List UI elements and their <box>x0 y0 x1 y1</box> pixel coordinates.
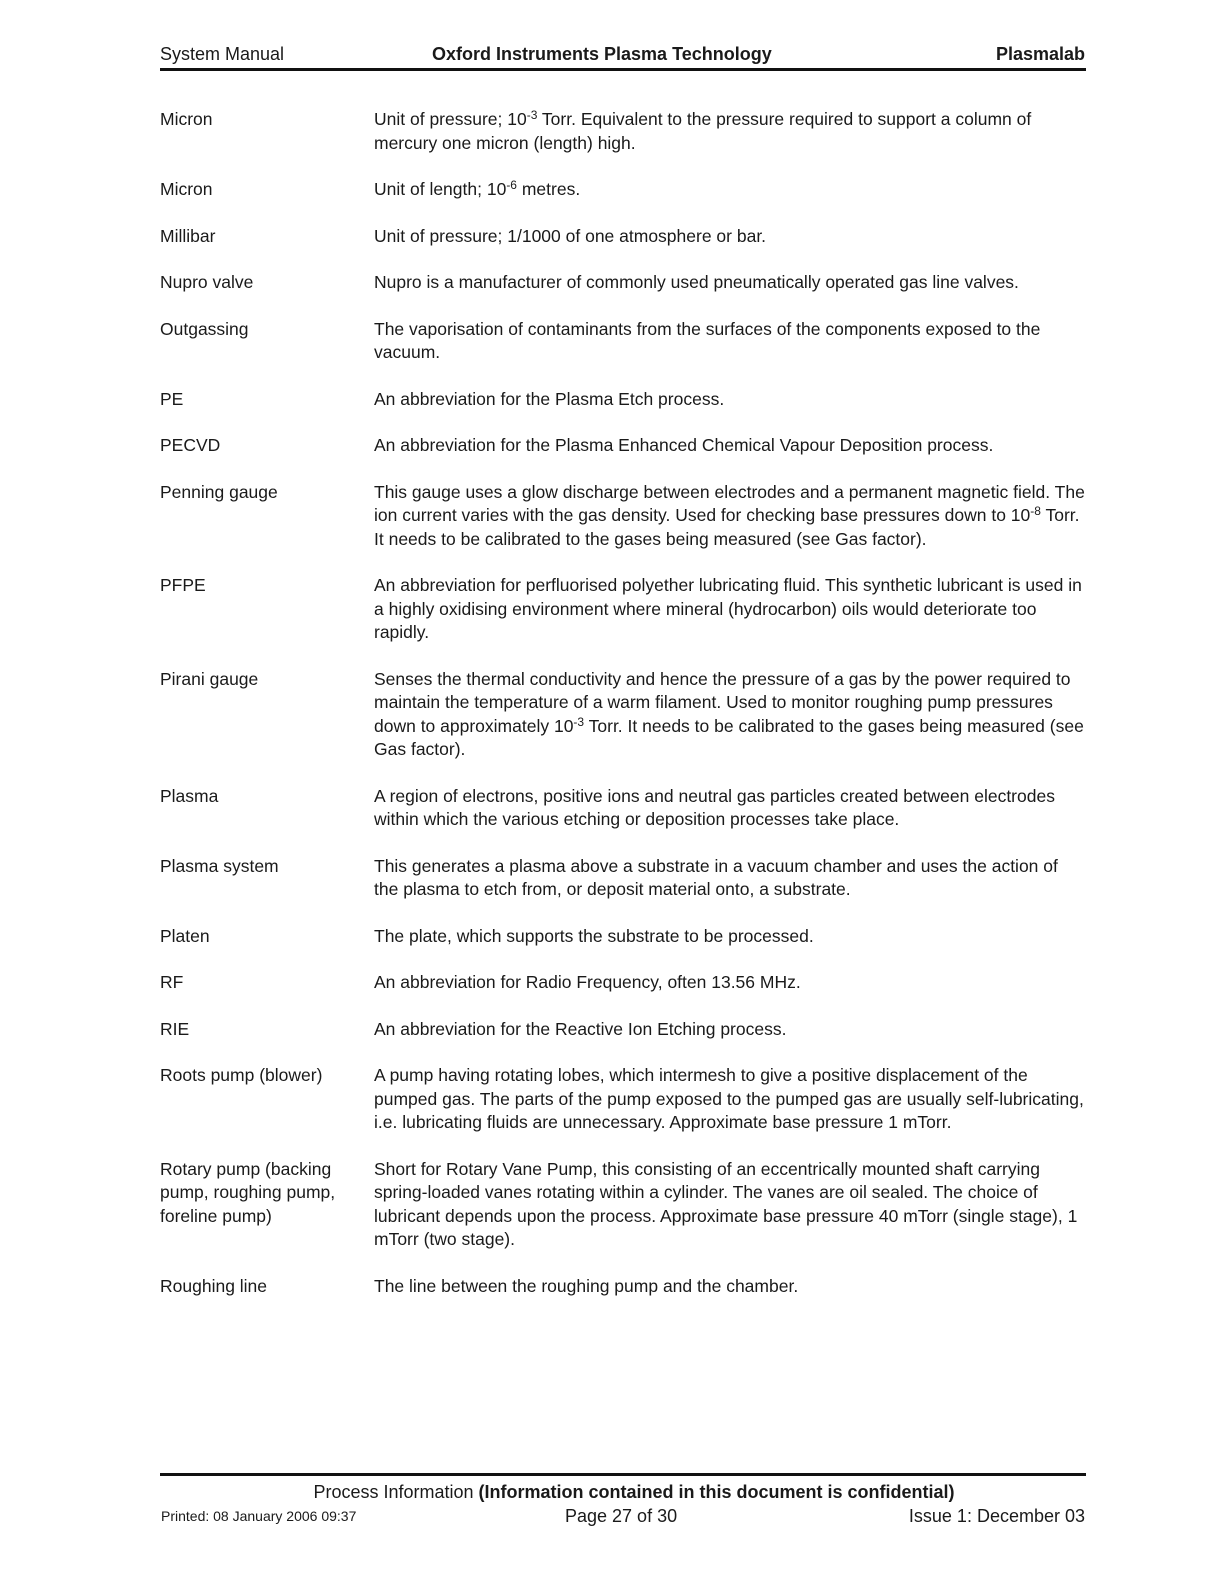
exponent: -3 <box>573 714 585 729</box>
exponent: -8 <box>1030 504 1041 518</box>
glossary-entry <box>160 108 1085 155</box>
glossary-definition <box>374 178 1085 202</box>
glossary-definition <box>374 855 1085 902</box>
definition-text: An abbreviation for perfluorised polyether lubricating fluid. This synthetic lubricant is used in a highly oxidising environment where mineral (hydrocarbon) oils would deteriorate too rapidly. <box>374 575 1082 642</box>
glossary-definition <box>374 971 1085 995</box>
glossary-term: PFPE <box>160 575 206 595</box>
glossary-entry <box>160 785 1085 832</box>
definition-text: A pump having rotating lobes, which intermesh to give a positive displacement of the pumped gas. The parts of the pump exposed to the pumped gas are usually self-lubricating, i.e. lubricating fluids are unnecessary. Approximate base pressure 1 mTorr. <box>374 1065 1084 1132</box>
definition-text: Unit of pressure; 10 <box>374 109 527 129</box>
glossary-entry <box>160 855 1085 902</box>
glossary-entry <box>160 481 1085 552</box>
glossary-entry <box>160 1158 1085 1252</box>
footer-title <box>160 1482 1086 1503</box>
footer-section: Process Information <box>313 1482 474 1502</box>
glossary-definition <box>374 108 1085 155</box>
footer-printed: Printed: 08 January 2006 09:37 <box>161 1508 357 1524</box>
glossary-term: Millibar <box>160 225 216 246</box>
glossary-entry <box>160 178 1085 202</box>
glossary-entry <box>160 271 1085 295</box>
footer-confidential: (Information contained in this document is confidential) <box>478 1482 955 1502</box>
definition-text: metres. <box>516 179 581 199</box>
glossary-entry <box>160 925 1085 949</box>
glossary-term: Outgassing <box>160 318 249 339</box>
footer-rule <box>160 1473 1086 1476</box>
definition-text: An abbreviation for the Reactive Ion Etching process. <box>374 1018 787 1039</box>
glossary-definition <box>374 481 1085 552</box>
definition-text: Senses the thermal conductivity and hence the pressure of a gas by the power required to maintain the temperature of a warm filament. Used to monitor roughing pump pressures down to approximately 10 <box>374 668 1071 736</box>
definition-text: Torr. It needs to be calibrated to the gases being measured (see Gas factor). <box>374 715 1084 759</box>
definition-text: Unit of pressure; 1/1000 of one atmosphere or bar. <box>374 225 767 246</box>
glossary-entry <box>160 574 1085 645</box>
glossary-definition <box>374 388 1085 412</box>
glossary-entry <box>160 1064 1085 1135</box>
glossary-term: Pirani gauge <box>160 668 259 689</box>
definition-text: An abbreviation for the Plasma Enhanced Chemical Vapour Deposition process. <box>374 435 994 455</box>
header-right: Plasmalab <box>995 44 1085 64</box>
footer-issue: Issue 1: December 03 <box>908 1506 1085 1526</box>
glossary-term: RIE <box>160 1018 190 1039</box>
definition-text: The plate, which supports the substrate to be processed. <box>374 925 814 946</box>
definition-text: Nupro is a manufacturer of commonly used pneumatically operated gas line valves. <box>374 272 1019 292</box>
definition-text: Short for Rotary Vane Pump, this consisting of an eccentrically mounted shaft carrying spring-loaded vanes rotating within a cylinder. The vanes are oil sealed. The choice of lubricant depends upon the process. Approximate base pressure 40 mTorr (single stage), 1 mTorr (two stage). <box>374 1158 1078 1249</box>
definition-text: The vaporisation of contaminants from the surfaces of the components exposed to the vacuum. <box>374 318 1041 362</box>
glossary-definition <box>374 1064 1085 1135</box>
definition-text: Unit of length; 10 <box>374 179 507 199</box>
definition-text: This gauge uses a glow discharge between electrodes and a permanent magnetic field. The ion current varies with the gas density. Used for checking base pressures down to 10 <box>374 481 1085 525</box>
glossary-definition <box>374 574 1085 645</box>
glossary-definition <box>374 1158 1085 1252</box>
glossary-term: Roots pump (blower) <box>160 1065 323 1085</box>
glossary-list <box>160 108 1085 1321</box>
glossary-term: Plasma system <box>160 855 279 876</box>
definition-text: Torr. It needs to be calibrated to the gases being measured (see Gas factor). <box>374 505 1080 549</box>
glossary-term: Platen <box>160 925 210 946</box>
glossary-entry <box>160 318 1085 365</box>
glossary-term: Micron <box>160 109 213 129</box>
glossary-definition <box>374 1018 1085 1042</box>
glossary-entry <box>160 225 1085 249</box>
header-center: Oxford Instruments Plasma Technology <box>432 44 772 64</box>
glossary-term: Rotary pump (backing pump, roughing pump, foreline pump) <box>160 1158 336 1226</box>
glossary-definition <box>374 1275 1085 1299</box>
definition-text: This generates a plasma above a substrate in a vacuum chamber and uses the action of the plasma to etch from, or deposit material onto, a substrate. <box>374 855 1058 899</box>
page-header <box>160 42 1085 68</box>
header-rule <box>160 68 1086 71</box>
glossary-definition <box>374 225 1085 249</box>
glossary-definition <box>374 271 1085 295</box>
definition-text: An abbreviation for Radio Frequency, often 13.56 MHz. <box>374 972 801 992</box>
glossary-definition <box>374 925 1085 949</box>
definition-text: The line between the roughing pump and the chamber. <box>374 1275 799 1296</box>
glossary-definition <box>374 668 1085 762</box>
glossary-definition <box>374 318 1085 365</box>
header-left: System Manual <box>160 44 285 64</box>
definition-text: A region of electrons, positive ions and neutral gas particles created between electrodes within which the various etching or deposition processes take place. <box>374 785 1055 829</box>
glossary-entry <box>160 971 1085 995</box>
definition-text: Torr. Equivalent to the pressure required to support a column of mercury one micron (length) high. <box>374 109 1032 153</box>
glossary-entry <box>160 668 1085 762</box>
glossary-term: RF <box>160 972 184 992</box>
glossary-term: Roughing line <box>160 1275 268 1296</box>
glossary-term: Plasma <box>160 785 219 806</box>
exponent: -6 <box>506 178 517 192</box>
glossary-term: PE <box>160 388 184 409</box>
footer-page-number: Page 27 of 30 <box>565 1506 678 1526</box>
glossary-term: Nupro valve <box>160 272 254 292</box>
definition-text: An abbreviation for the Plasma Etch process. <box>374 388 725 409</box>
glossary-definition <box>374 785 1085 832</box>
glossary-term: Penning gauge <box>160 481 278 502</box>
glossary-entry <box>160 388 1085 412</box>
glossary-entry <box>160 434 1085 458</box>
glossary-definition <box>374 434 1085 458</box>
glossary-entry <box>160 1018 1085 1042</box>
glossary-term: PECVD <box>160 435 221 455</box>
glossary-term: Micron <box>160 179 213 199</box>
exponent: -3 <box>526 108 538 122</box>
glossary-entry <box>160 1275 1085 1299</box>
